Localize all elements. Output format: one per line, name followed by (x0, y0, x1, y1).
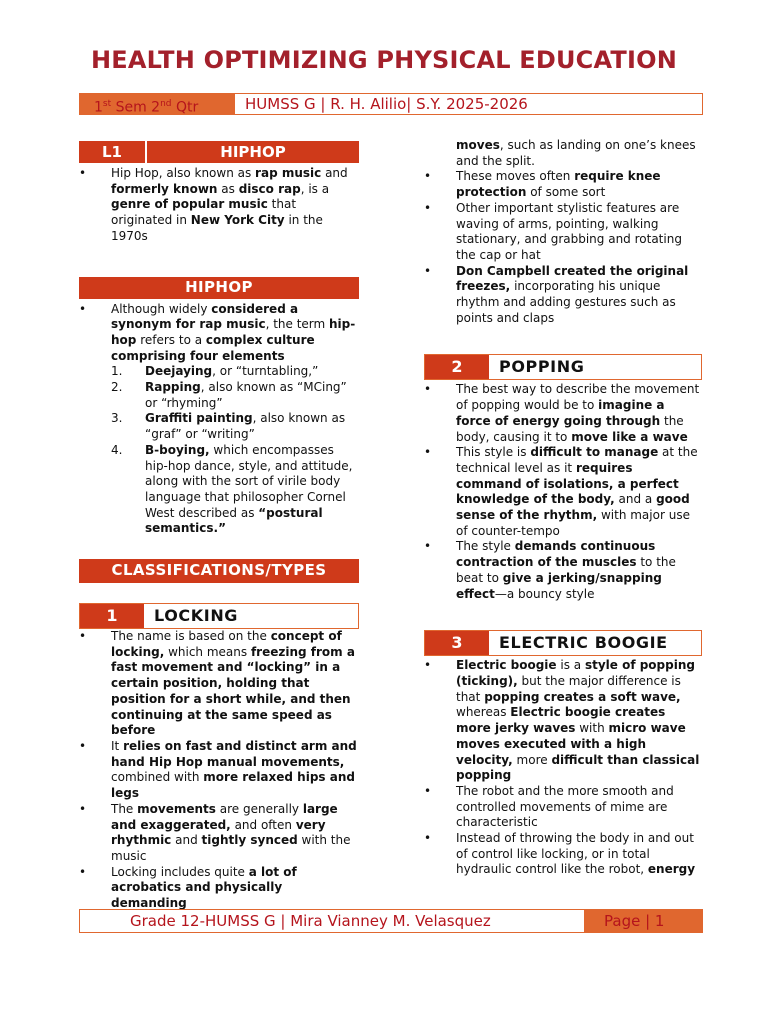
list-item: • Hip Hop, also known as rap music and formerly known as disco rap, is a genre of popular music that originated in New York City in the 1970s (79, 166, 359, 245)
electric-boogie-list (424, 658, 702, 878)
locking-continued-list (424, 169, 702, 326)
section-header-popping: 2 POPPING (424, 354, 702, 380)
right-column (424, 138, 702, 878)
list-item: • Don Campbell created the original freezes, incorporating his unique rhythm and adding gestures such as points and claps (424, 264, 702, 327)
header-bar (79, 93, 703, 115)
list-item: 4. B-boying, which encompasses hip-hop dance, style, and attitude, along with the sort of virile body language that philosopher Cornel West described as “postural semantics.” (111, 442, 353, 536)
section-header-l1-hiphop: L1 HIPHOP (79, 141, 359, 163)
hiphop-definition-list (79, 166, 359, 245)
list-item: • Instead of throwing the body in and out of control like locking, or in total hydraulic control like the robot, energy (424, 831, 702, 878)
footer-author: Grade 12-HUMSS G | Mira Vianney M. Velasquez (130, 912, 491, 930)
section-header-locking: 1 LOCKING (79, 603, 359, 629)
list-item: 2. Rapping, also known as “MCing” or “rhyming” (111, 380, 347, 410)
locking-list (79, 629, 359, 912)
list-item: • Although widely considered a synonym for rap music, the term hip-hop refers to a complex culture comprising four elements 1. Deejaying, or “turntabling,” 2. Rapping, also known as “MCing” or “rhyming” 3. Graffiti painting, also known as “graf” or “writing” 4. B-boying, which encompasses hip-hop dance, style, and attitude, along with the sort of virile body language that philosopher Cornel West described as “postural semantics.” (79, 302, 359, 538)
locking-continued-text: moves, such as landing on one’s knees and the split. (456, 138, 696, 168)
list-item: • The style demands continuous contraction of the muscles to the beat to give a jerking/snapping effect—a bouncy style (424, 539, 702, 602)
section-header-classifications: CLASSIFICATIONS/TYPES (79, 559, 359, 583)
page-footer (79, 909, 703, 933)
list-item: • Other important stylistic features are waving of arms, pointing, walking stationary, and grabbing and rotating the cap or hat (424, 201, 702, 264)
list-item: 1. Deejaying, or “turntabling,” (111, 364, 319, 379)
list-item: • Locking includes quite a lot of acrobatics and physically demanding (79, 865, 359, 912)
list-item: 3. Graffiti painting, also known as “graf” or “writing” (111, 411, 346, 442)
left-column (79, 141, 359, 912)
list-item: • The name is based on the concept of locking, which means freezing from a fast movement and “locking” in a certain position, holding that position for a short while, and then continuing at the same speed as before (79, 629, 359, 739)
list-item: • Electric boogie is a style of popping (ticking), but the major difference is that popping creates a soft wave, whereas Electric boogie creates more jerky waves with micro wave moves executed with a high velocity, more difficult than classical popping (424, 658, 702, 784)
semester-label: 1st Sem 2nd Qtr (80, 94, 235, 114)
section-header-hiphop: HIPHOP (79, 277, 359, 299)
page-number: Page | 1 (584, 910, 702, 932)
page-title: HEALTH OPTIMIZING PHYSICAL EDUCATION (91, 46, 677, 74)
list-item: • The movements are generally large and exaggerated, and often very rhythmic and tightly synced with the music (79, 802, 359, 865)
list-item: • These moves often require knee protection of some sort (424, 169, 702, 200)
list-item: • The best way to describe the movement of popping would be to imagine a force of energy going through the body, causing it to move like a wave (424, 382, 702, 445)
section-header-electric-boogie: 3 ELECTRIC BOOGIE (424, 630, 702, 656)
list-item: • This style is difficult to manage at the technical level as it requires command of isolations, a perfect knowledge of the body, and a good sense of the rhythm, with major use of counter-tempo (424, 445, 702, 539)
hiphop-elements-list (79, 302, 359, 538)
list-item: • It relies on fast and distinct arm and hand Hip Hop manual movements, combined with more relaxed hips and legs (79, 739, 359, 802)
popping-list (424, 382, 702, 602)
class-info: HUMSS G | R. H. Alilio| S.Y. 2025-2026 (245, 95, 528, 113)
elements-numbered-list (111, 364, 359, 537)
list-item: • The robot and the more smooth and controlled movements of mime are characteristic (424, 784, 702, 831)
